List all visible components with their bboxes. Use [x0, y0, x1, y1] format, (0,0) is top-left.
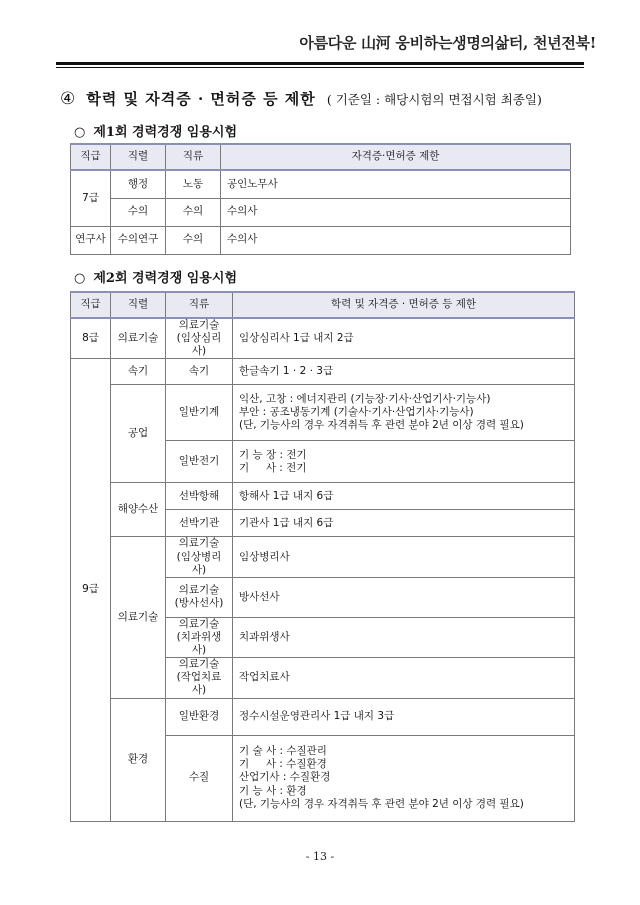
- exam1-heading: [74, 121, 237, 140]
- col-header: 직급: [71, 292, 111, 318]
- bullet-icon: ○: [74, 125, 86, 140]
- requirement-cell: 임상병리사: [233, 537, 575, 577]
- type-cell: 의료기술 (작업치료사): [166, 658, 233, 698]
- section-title: 학력 및 자격증 · 면허증 등 제한: [86, 90, 316, 108]
- col-header: 직류: [166, 144, 221, 170]
- table-row: [71, 698, 575, 735]
- type-cell: 일반환경: [166, 698, 233, 735]
- requirement-cell: 수의사: [221, 226, 571, 254]
- series-cell: 속기: [111, 359, 166, 385]
- bullet-icon: ○: [74, 271, 86, 286]
- type-cell: 일반전기: [166, 441, 233, 483]
- table-row: [71, 318, 575, 359]
- requirement-cell: 한글속기 1 · 2 · 3급: [233, 359, 575, 385]
- header-divider-thin: [56, 67, 584, 68]
- table-row: [71, 170, 571, 198]
- series-cell: 해양수산: [111, 483, 166, 537]
- exam2-table: [70, 291, 575, 822]
- table-row: [71, 198, 571, 226]
- series-cell: 공업: [111, 385, 166, 483]
- section-heading: [60, 88, 542, 109]
- exam2-title: 제2회 경력경쟁 임용시험: [93, 271, 238, 286]
- requirement-cell: 기 술 사 : 수질관리 기 사 : 수질환경 산업기사 : 수질환경 기 능 사 : 환경 (단, 기능사의 경우 자격취득 후 관련 분야 2년 이상 경력 필요): [233, 735, 575, 821]
- grade-cell: 7급: [71, 170, 111, 226]
- requirement-cell: 방사선사: [233, 577, 575, 617]
- col-header: 직류: [166, 292, 233, 318]
- grade-cell: 9급: [71, 359, 111, 821]
- type-cell: 의료기술 (임상병리사): [166, 537, 233, 577]
- requirement-cell: 기 능 장 : 전기 기 사 : 전기: [233, 441, 575, 483]
- requirement-cell: 치과위생사: [233, 617, 575, 657]
- type-cell: 일반기계: [166, 385, 233, 441]
- requirement-cell: 수의사: [221, 198, 571, 226]
- exam1-table: [70, 143, 571, 255]
- series-cell: 의료기술: [111, 318, 166, 359]
- requirement-cell: 익산, 고창 : 에너지관리 (기능장·기사·산업기사·기능사) 부안 : 공조냉동기계 (기술사·기사·산업기사·기능사) (단, 기능사의 경우 자격취득 후 관련 분야 2년 이상 경력 필요): [233, 385, 575, 441]
- type-cell: 수의: [166, 226, 221, 254]
- table-row: [71, 483, 575, 510]
- series-cell: 환경: [111, 698, 166, 821]
- exam2-heading: [74, 267, 237, 286]
- page-number: - 13 -: [305, 850, 335, 863]
- type-cell: 수질: [166, 735, 233, 821]
- header-slogan: 아름다운 山河 웅비하는생명의삶터, 천년전북!: [299, 34, 596, 52]
- type-cell: 의료기술 (치과위생사): [166, 617, 233, 657]
- type-cell: 선박항해: [166, 483, 233, 510]
- requirement-cell: 정수시설운영관리사 1급 내지 3급: [233, 698, 575, 735]
- requirement-cell: 항해사 1급 내지 6급: [233, 483, 575, 510]
- type-cell: 수의: [166, 198, 221, 226]
- series-cell: 수의: [111, 198, 166, 226]
- header-divider: [56, 62, 584, 65]
- requirement-cell: 작업치료사: [233, 658, 575, 698]
- type-cell: 노동: [166, 170, 221, 198]
- type-cell: 속기: [166, 359, 233, 385]
- series-cell: 행정: [111, 170, 166, 198]
- col-header: 직급: [71, 144, 111, 170]
- type-cell: 선박기관: [166, 510, 233, 537]
- requirement-cell: 임상심리사 1급 내지 2급: [233, 318, 575, 359]
- col-header: 자격증·면허증 제한: [221, 144, 571, 170]
- type-cell: 의료기술 (방사선사): [166, 577, 233, 617]
- series-cell: 의료기술: [111, 537, 166, 698]
- grade-cell: 연구사: [71, 226, 111, 254]
- type-cell: 의료기술 (임상심리사): [166, 318, 233, 359]
- table-row: [71, 385, 575, 441]
- table-row: [71, 537, 575, 577]
- col-header: 직렬: [111, 144, 166, 170]
- table-header-row: [71, 144, 571, 170]
- table-row: [71, 359, 575, 385]
- table-row: [71, 226, 571, 254]
- requirement-cell: 공인노무사: [221, 170, 571, 198]
- section-number: ④: [60, 89, 76, 109]
- col-header: 학력 및 자격증 · 면허증 등 제한: [233, 292, 575, 318]
- col-header: 직렬: [111, 292, 166, 318]
- exam1-title: 제1회 경력경쟁 임용시험: [93, 125, 238, 140]
- section-note: ( 기준일 : 해당시험의 면접시험 최종일): [326, 92, 542, 107]
- series-cell: 수의연구: [111, 226, 166, 254]
- table-header-row: [71, 292, 575, 318]
- grade-cell: 8급: [71, 318, 111, 359]
- requirement-cell: 기관사 1급 내지 6급: [233, 510, 575, 537]
